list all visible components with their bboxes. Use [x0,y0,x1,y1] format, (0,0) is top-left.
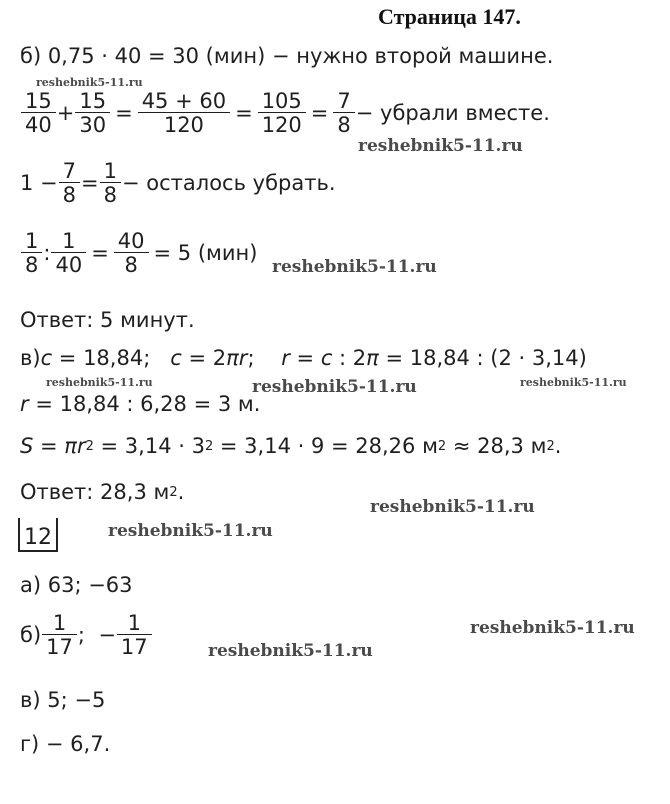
denominator: 17 [117,634,152,658]
exponent: 2 [169,484,178,500]
text-part: в) [20,346,41,370]
text-part: б) [20,623,42,648]
operator: = [310,101,329,126]
exponent: 2 [85,438,94,454]
solution-line-division [20,230,257,276]
pi: π [366,346,379,370]
denominator: 120 [258,112,306,136]
solution-line-fractions [20,90,550,136]
denominator: 40 [51,252,86,276]
variable-c: c [40,346,53,370]
exponent: 2 [204,438,214,454]
denominator: 8 [333,112,354,136]
pi-r: πr [226,346,248,370]
numerator: 1 [127,611,141,635]
denominator: 40 [21,112,56,136]
text-part: ; [247,346,282,370]
denominator: 8 [100,182,121,206]
variable-s: S [20,434,34,458]
operator: = [81,171,99,196]
operator: + [56,101,75,126]
fraction [23,230,40,276]
answer-2 [20,480,184,504]
variable-r: r [20,392,29,416]
operator: : [43,241,51,266]
text-part: . [177,480,185,504]
task-number-box [18,518,58,552]
watermark: reshebnik5-11.ru [272,257,437,277]
variable-r: r [281,346,290,370]
numerator: 1 [62,229,76,253]
text-part: = 3,14 · 3 [93,434,205,458]
denominator: 8 [21,252,42,276]
fraction [116,230,147,276]
fraction [119,612,150,658]
text-part: . [554,434,562,458]
denominator: 8 [59,182,80,206]
variable-c: c [320,346,333,370]
numerator: 7 [337,89,351,113]
fraction [23,90,54,136]
fraction [335,90,352,136]
denominator: 30 [75,112,110,136]
numerator: 40 [117,229,145,253]
task12-b [20,612,153,658]
fraction [53,230,84,276]
text-part: = [289,346,321,370]
task-number: 12 [24,525,52,550]
line-tail: − осталось убрать. [122,171,336,196]
text-part: = 3,14 · 9 = 28,26 м [213,434,438,458]
text-part: = 2 [181,346,227,370]
fraction [260,90,304,136]
exponent: 2 [546,438,555,454]
text-part: ≈ 28,3 м [446,434,547,458]
denominator: 17 [42,634,77,658]
pi-r: πr [64,434,86,458]
exponent: 2 [437,438,447,454]
watermark: reshebnik5-11.ru [520,376,627,389]
watermark: reshebnik5-11.ru [46,376,153,389]
numerator: 7 [62,159,77,183]
fraction [61,160,78,206]
text-part: = 18,84 : (2 · 3,14) [378,346,587,370]
variable-c: c [170,346,182,370]
numerator: 45 + 60 [141,89,227,113]
watermark: reshebnik5-11.ru [108,521,273,541]
solution-line-v2 [20,392,260,416]
answer-1: Ответ: 5 минут. [20,308,195,332]
fraction [102,160,119,206]
text-part: ; − [77,623,116,648]
task12-a: а) 63; −63 [20,573,133,597]
operator: = [91,241,109,266]
watermark: reshebnik5-11.ru [252,377,417,397]
answer-text: Ответ: 28,3 м [20,480,170,504]
text-part: : 2 [332,346,367,370]
fraction [77,90,108,136]
text-part: = 18,84 : 6,28 = 3 м. [28,392,261,416]
denominator: 120 [138,112,230,136]
numerator: 1 [25,229,39,253]
text-part: = 18,84; [52,346,171,370]
denominator: 8 [114,252,149,276]
solution-line-v1 [20,346,587,370]
numerator: 15 [79,89,107,113]
solution-line-remain [20,160,336,206]
watermark: reshebnik5-11.ru [36,76,143,89]
operator: = [235,101,253,126]
fraction [140,90,228,136]
solution-line-area [20,434,561,458]
watermark: reshebnik5-11.ru [370,497,535,517]
line-prefix: 1 − [20,171,58,196]
task12-g: г) − 6,7. [20,732,111,756]
numerator: 15 [25,89,52,113]
numerator: 105 [261,89,302,113]
page-title: Страница 147. [378,4,521,29]
text-part: = [33,434,65,458]
line-tail: − убрали вместе. [355,101,550,126]
task12-v: в) 5; −5 [20,688,106,712]
numerator: 1 [103,159,117,183]
watermark: reshebnik5-11.ru [358,136,523,156]
operator: = [115,101,133,126]
numerator: 1 [52,611,67,635]
fraction [44,612,75,658]
line-tail: = 5 (мин) [153,241,258,266]
watermark: reshebnik5-11.ru [470,618,635,638]
watermark: reshebnik5-11.ru [208,641,373,661]
solution-line-b1: б) 0,75 · 40 = 30 (мин) − нужно второй машине. [20,44,554,68]
